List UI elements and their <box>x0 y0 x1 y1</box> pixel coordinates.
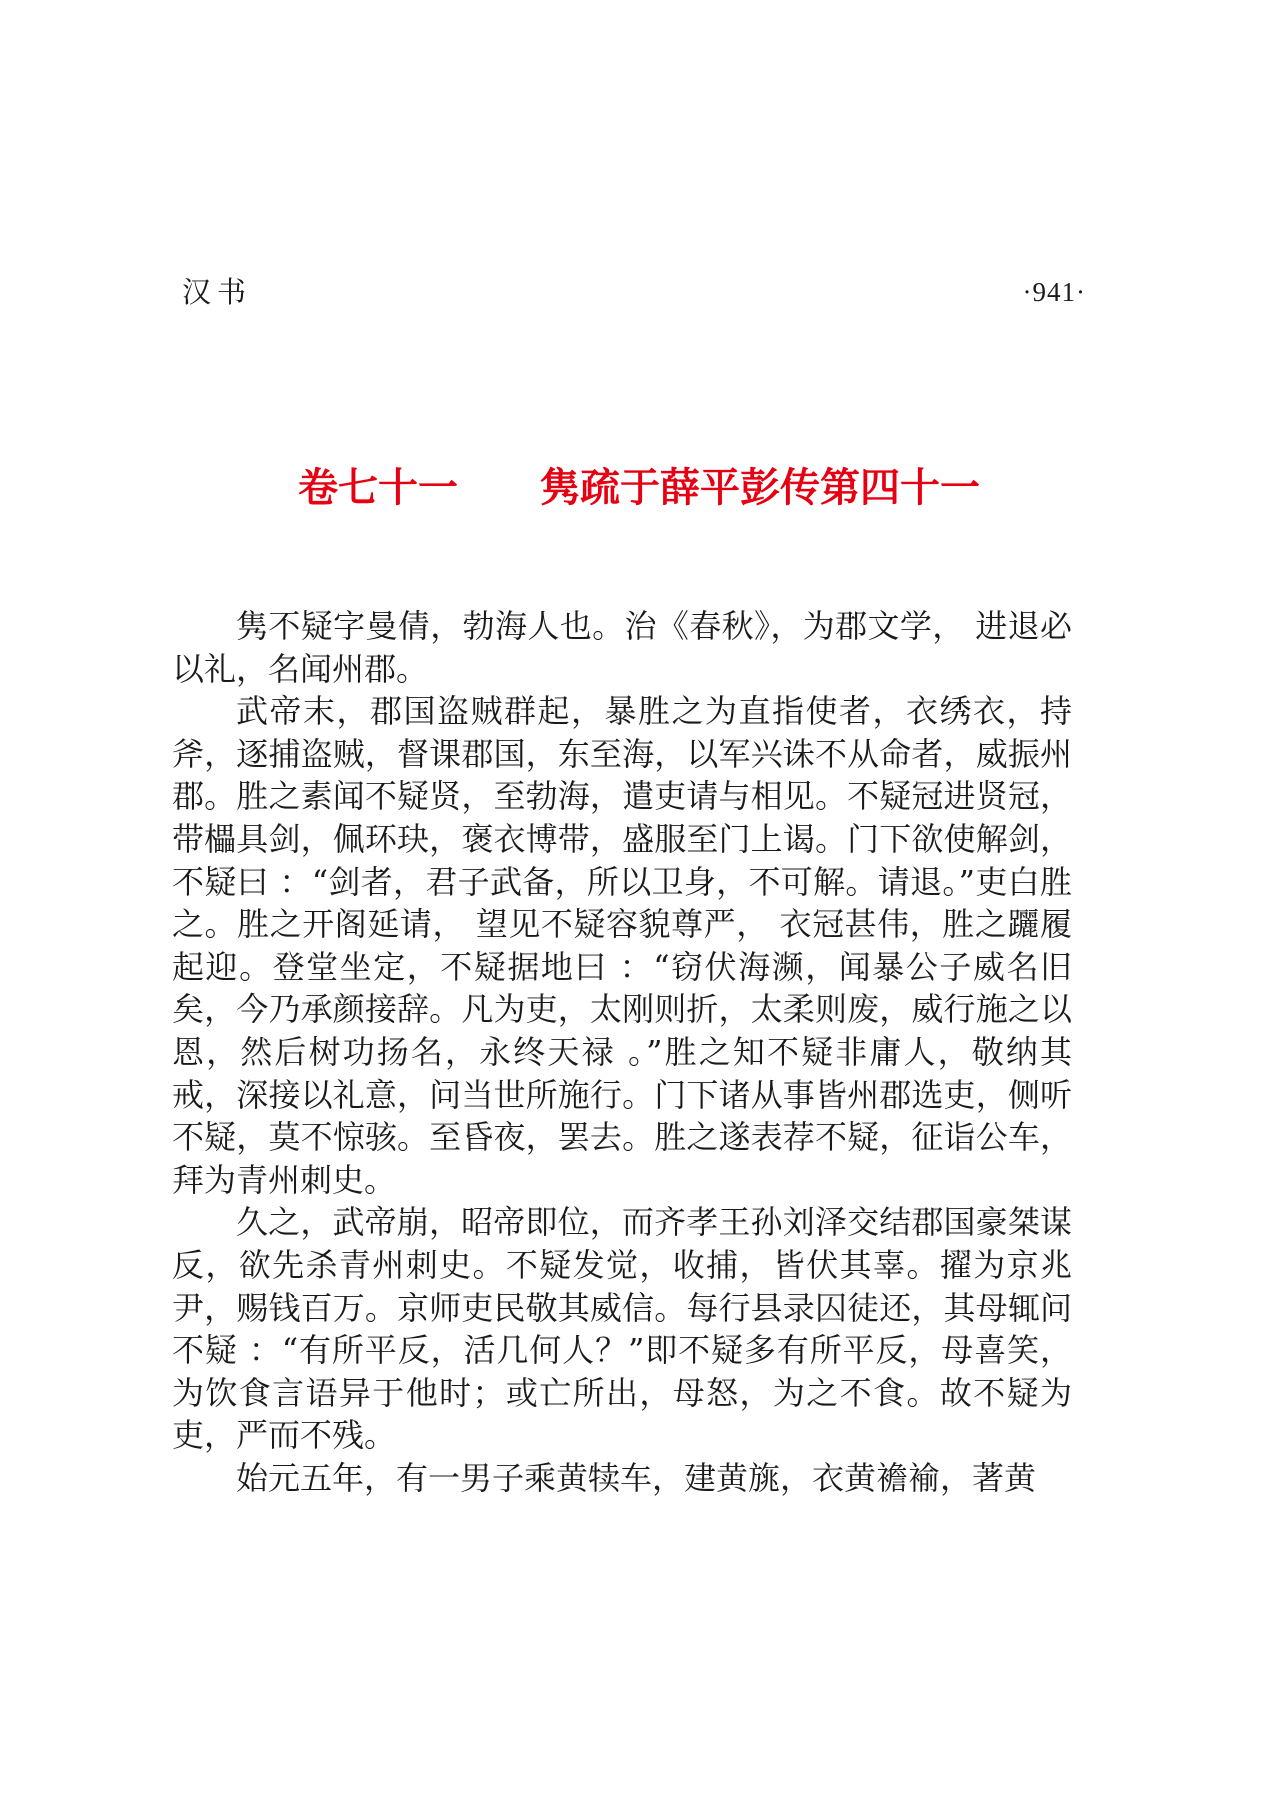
paragraph-2: 武帝末，郡国盗贼群起，暴胜之为直指使者，衣绣衣，持斧，逐捕盗贼，督课郡国，东至海，以军兴诛不从命者，威振州郡。胜之素闻不疑贤，至勃海，遣吏请与相见。不疑冠进贤冠，带櫑具剑，佩环玦，褒衣博带，盛服至门上谒。门下欲使解剑，不疑曰 ：“剑者，君子武备，所以卫身，不可解。请退。”吏白胜之。胜之开阁延请， 望见不疑容貌尊严， 衣冠甚伟，胜之躧履起迎。登堂坐定，不疑据地曰 ：“窃伏海濒，闻暴公子威名旧矣，今乃承颜接辞。凡为吏，太刚则折，太柔则废，威行施之以恩，然后树功扬名，永终天禄 。”胜之知不疑非庸人，敬纳其戒，深接以礼意，问当世所施行。门下诸从事皆州郡选吏，侧听不疑，莫不惊骇。至昏夜，罢去。胜之遂表荐不疑，征诣公车，拜为青州刺史。 <box>172 692 1072 1199</box>
paragraph-4: 始元五年，有一男子乘黄犊车，建黄旐，衣黄襜褕，著黄 <box>236 1458 1037 1497</box>
paragraph-3: 久之，武帝崩，昭帝即位，而齐孝王孙刘泽交结郡国豪桀谋反，欲先杀青州刺史。不疑发觉，收捕，皆伏其辜。擢为京兆尹，赐钱百万。京师吏民敬其威信。每行县录囚徒还，其母辄问不疑 ：“有所平反，活几何人？”即不疑多有所平反，母喜笑，为饮食言语异于他时；或亡所出，母怒，为之不食。故不疑为吏，严而不残。 <box>172 1203 1072 1455</box>
chapter-volume: 卷七十一 <box>298 465 458 511</box>
body-text <box>172 605 1072 1499</box>
page-number: ·941· <box>1022 277 1086 307</box>
paragraph-1: 隽不疑字曼倩，勃海人也。治《春秋》，为郡文学， 进退必以礼，名闻州郡。 <box>172 607 1072 688</box>
book-title: 汉书 <box>182 275 253 309</box>
chapter-heading <box>0 458 1283 518</box>
chapter-title: 隽疏于薛平彭传第四十一 <box>540 465 980 511</box>
running-header <box>182 268 1086 316</box>
